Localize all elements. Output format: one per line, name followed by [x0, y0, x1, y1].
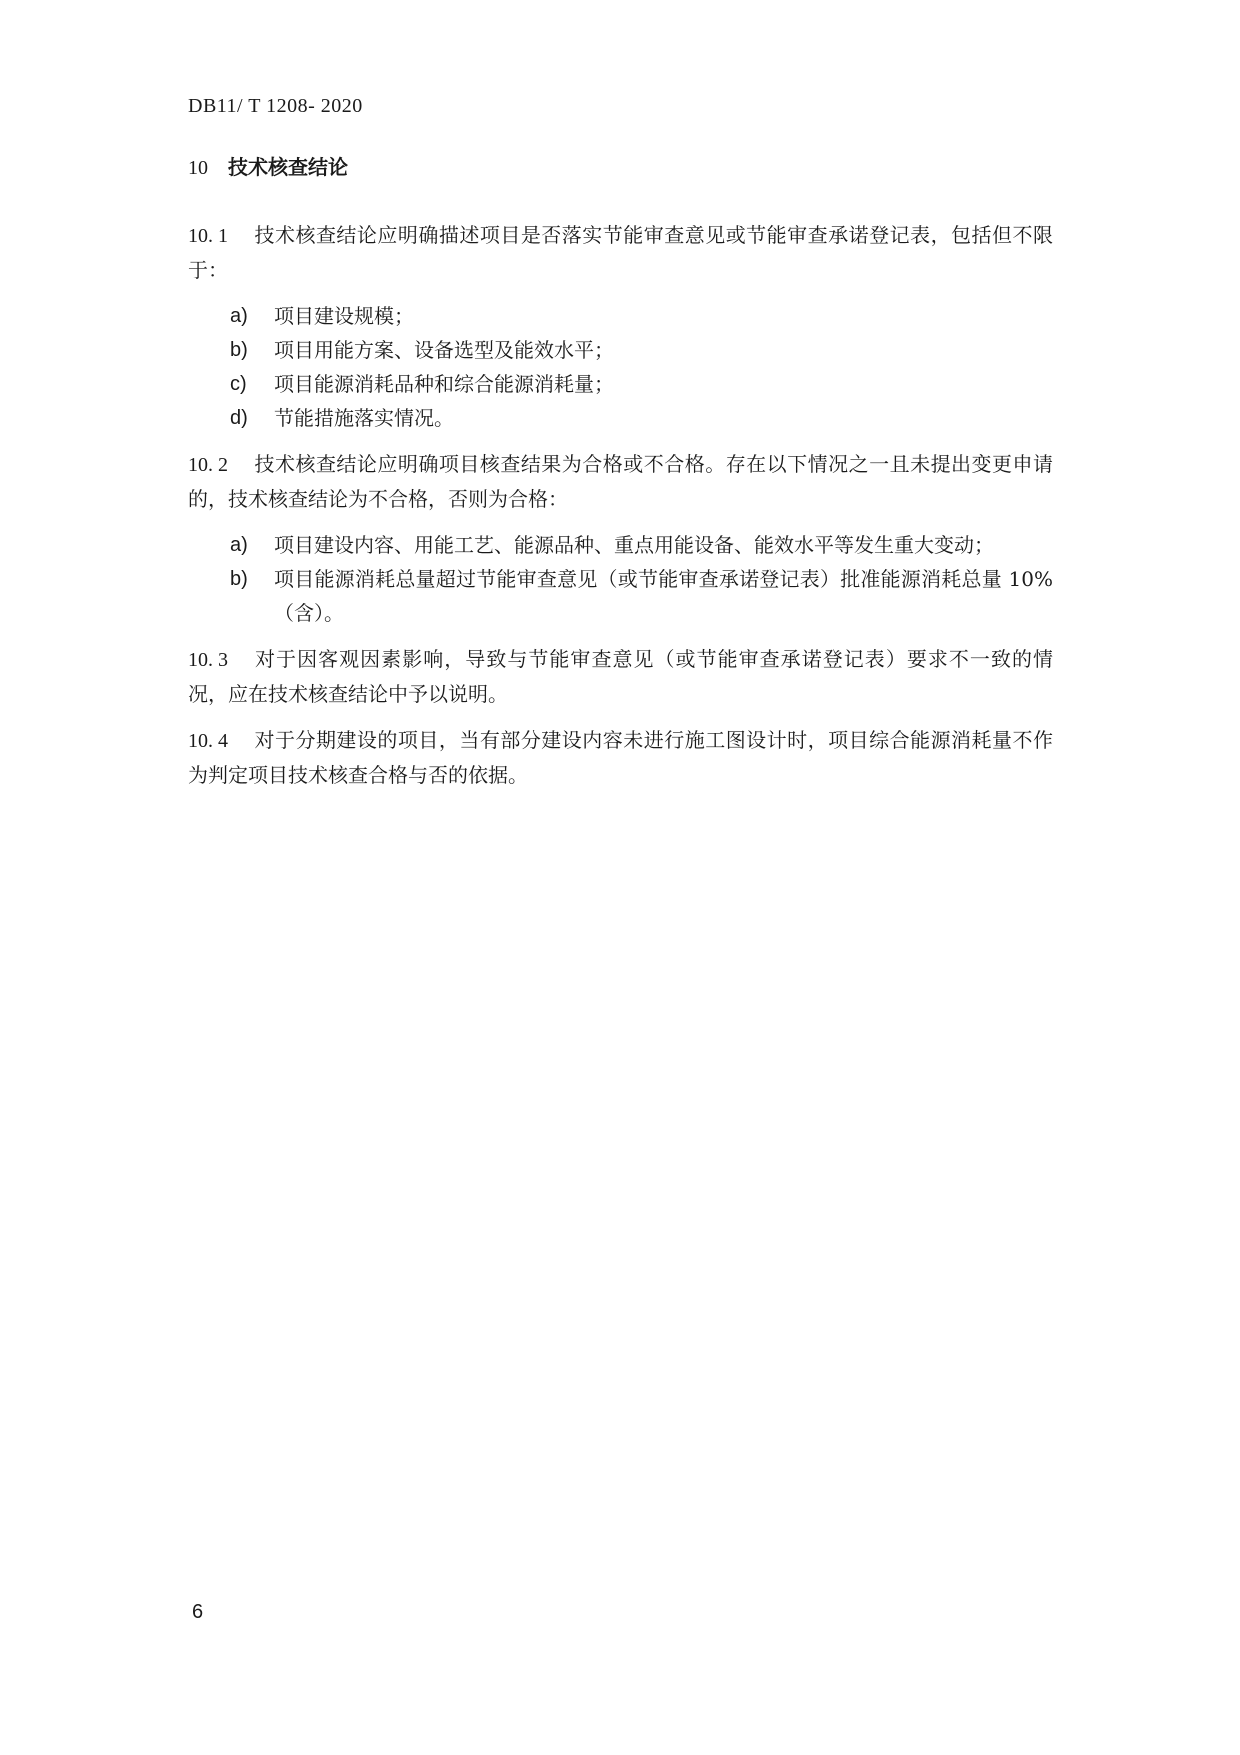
clause-text: 对于因客观因素影响，导致与节能审查意见（或节能审查承诺登记表）要求不一致的情况，应在技术核查结论中予以说明。: [188, 647, 1053, 706]
page-number: 6: [192, 1601, 204, 1623]
list-marker: b): [230, 568, 248, 590]
list-item-text: 项目能源消耗总量超过节能审查意见（或节能审查承诺登记表）批准能源消耗总量 10%（含）。: [274, 567, 1053, 625]
standard-code-header: DB11/ T 1208- 2020: [188, 95, 363, 117]
list-item: [188, 401, 1053, 435]
clause-text: 对于分期建设的项目，当有部分建设内容未进行施工图设计时，项目综合能源消耗量不作为判定项目技术核查合格与否的依据。: [188, 728, 1053, 787]
list-marker: a): [230, 305, 248, 327]
list-marker: a): [230, 534, 248, 556]
list-item: [188, 333, 1053, 367]
list-marker: c): [230, 373, 247, 395]
list-marker: d): [230, 407, 248, 429]
list-item: [188, 299, 1053, 333]
list-item-text: 项目用能方案、设备选型及能效水平；: [274, 338, 614, 362]
list-item: [188, 367, 1053, 401]
list-marker: b): [230, 339, 248, 361]
clause-10-2-list: [188, 528, 1053, 630]
clause-10-4: [188, 723, 1053, 792]
clause-text: 技术核查结论应明确项目核查结果为合格或不合格。存在以下情况之一且未提出变更申请的，技术核查结论为不合格，否则为合格：: [188, 452, 1053, 511]
clause-number: 10. 1: [188, 225, 228, 247]
section-heading: [188, 153, 348, 182]
list-item-text: 项目能源消耗品种和综合能源消耗量；: [274, 372, 614, 396]
clause-10-2: [188, 447, 1053, 516]
clause-10-1: [188, 218, 1053, 287]
section-number: 10: [188, 157, 208, 179]
clause-number: 10. 2: [188, 454, 228, 476]
list-item: [188, 562, 1053, 630]
clause-10-1-list: [188, 299, 1053, 435]
list-item-text: 项目建设内容、用能工艺、能源品种、重点用能设备、能效水平等发生重大变动；: [274, 533, 994, 557]
clause-text: 技术核查结论应明确描述项目是否落实节能审查意见或节能审查承诺登记表，包括但不限于：: [188, 223, 1053, 282]
list-item: [188, 528, 1053, 562]
list-item-text: 项目建设规模；: [274, 304, 414, 328]
clause-number: 10. 4: [188, 730, 228, 752]
clause-number: 10. 3: [188, 649, 228, 671]
clause-10-3: [188, 642, 1053, 711]
document-body: [188, 218, 1053, 804]
list-item-text: 节能措施落实情况。: [274, 406, 454, 430]
section-title: 技术核查结论: [228, 155, 348, 179]
